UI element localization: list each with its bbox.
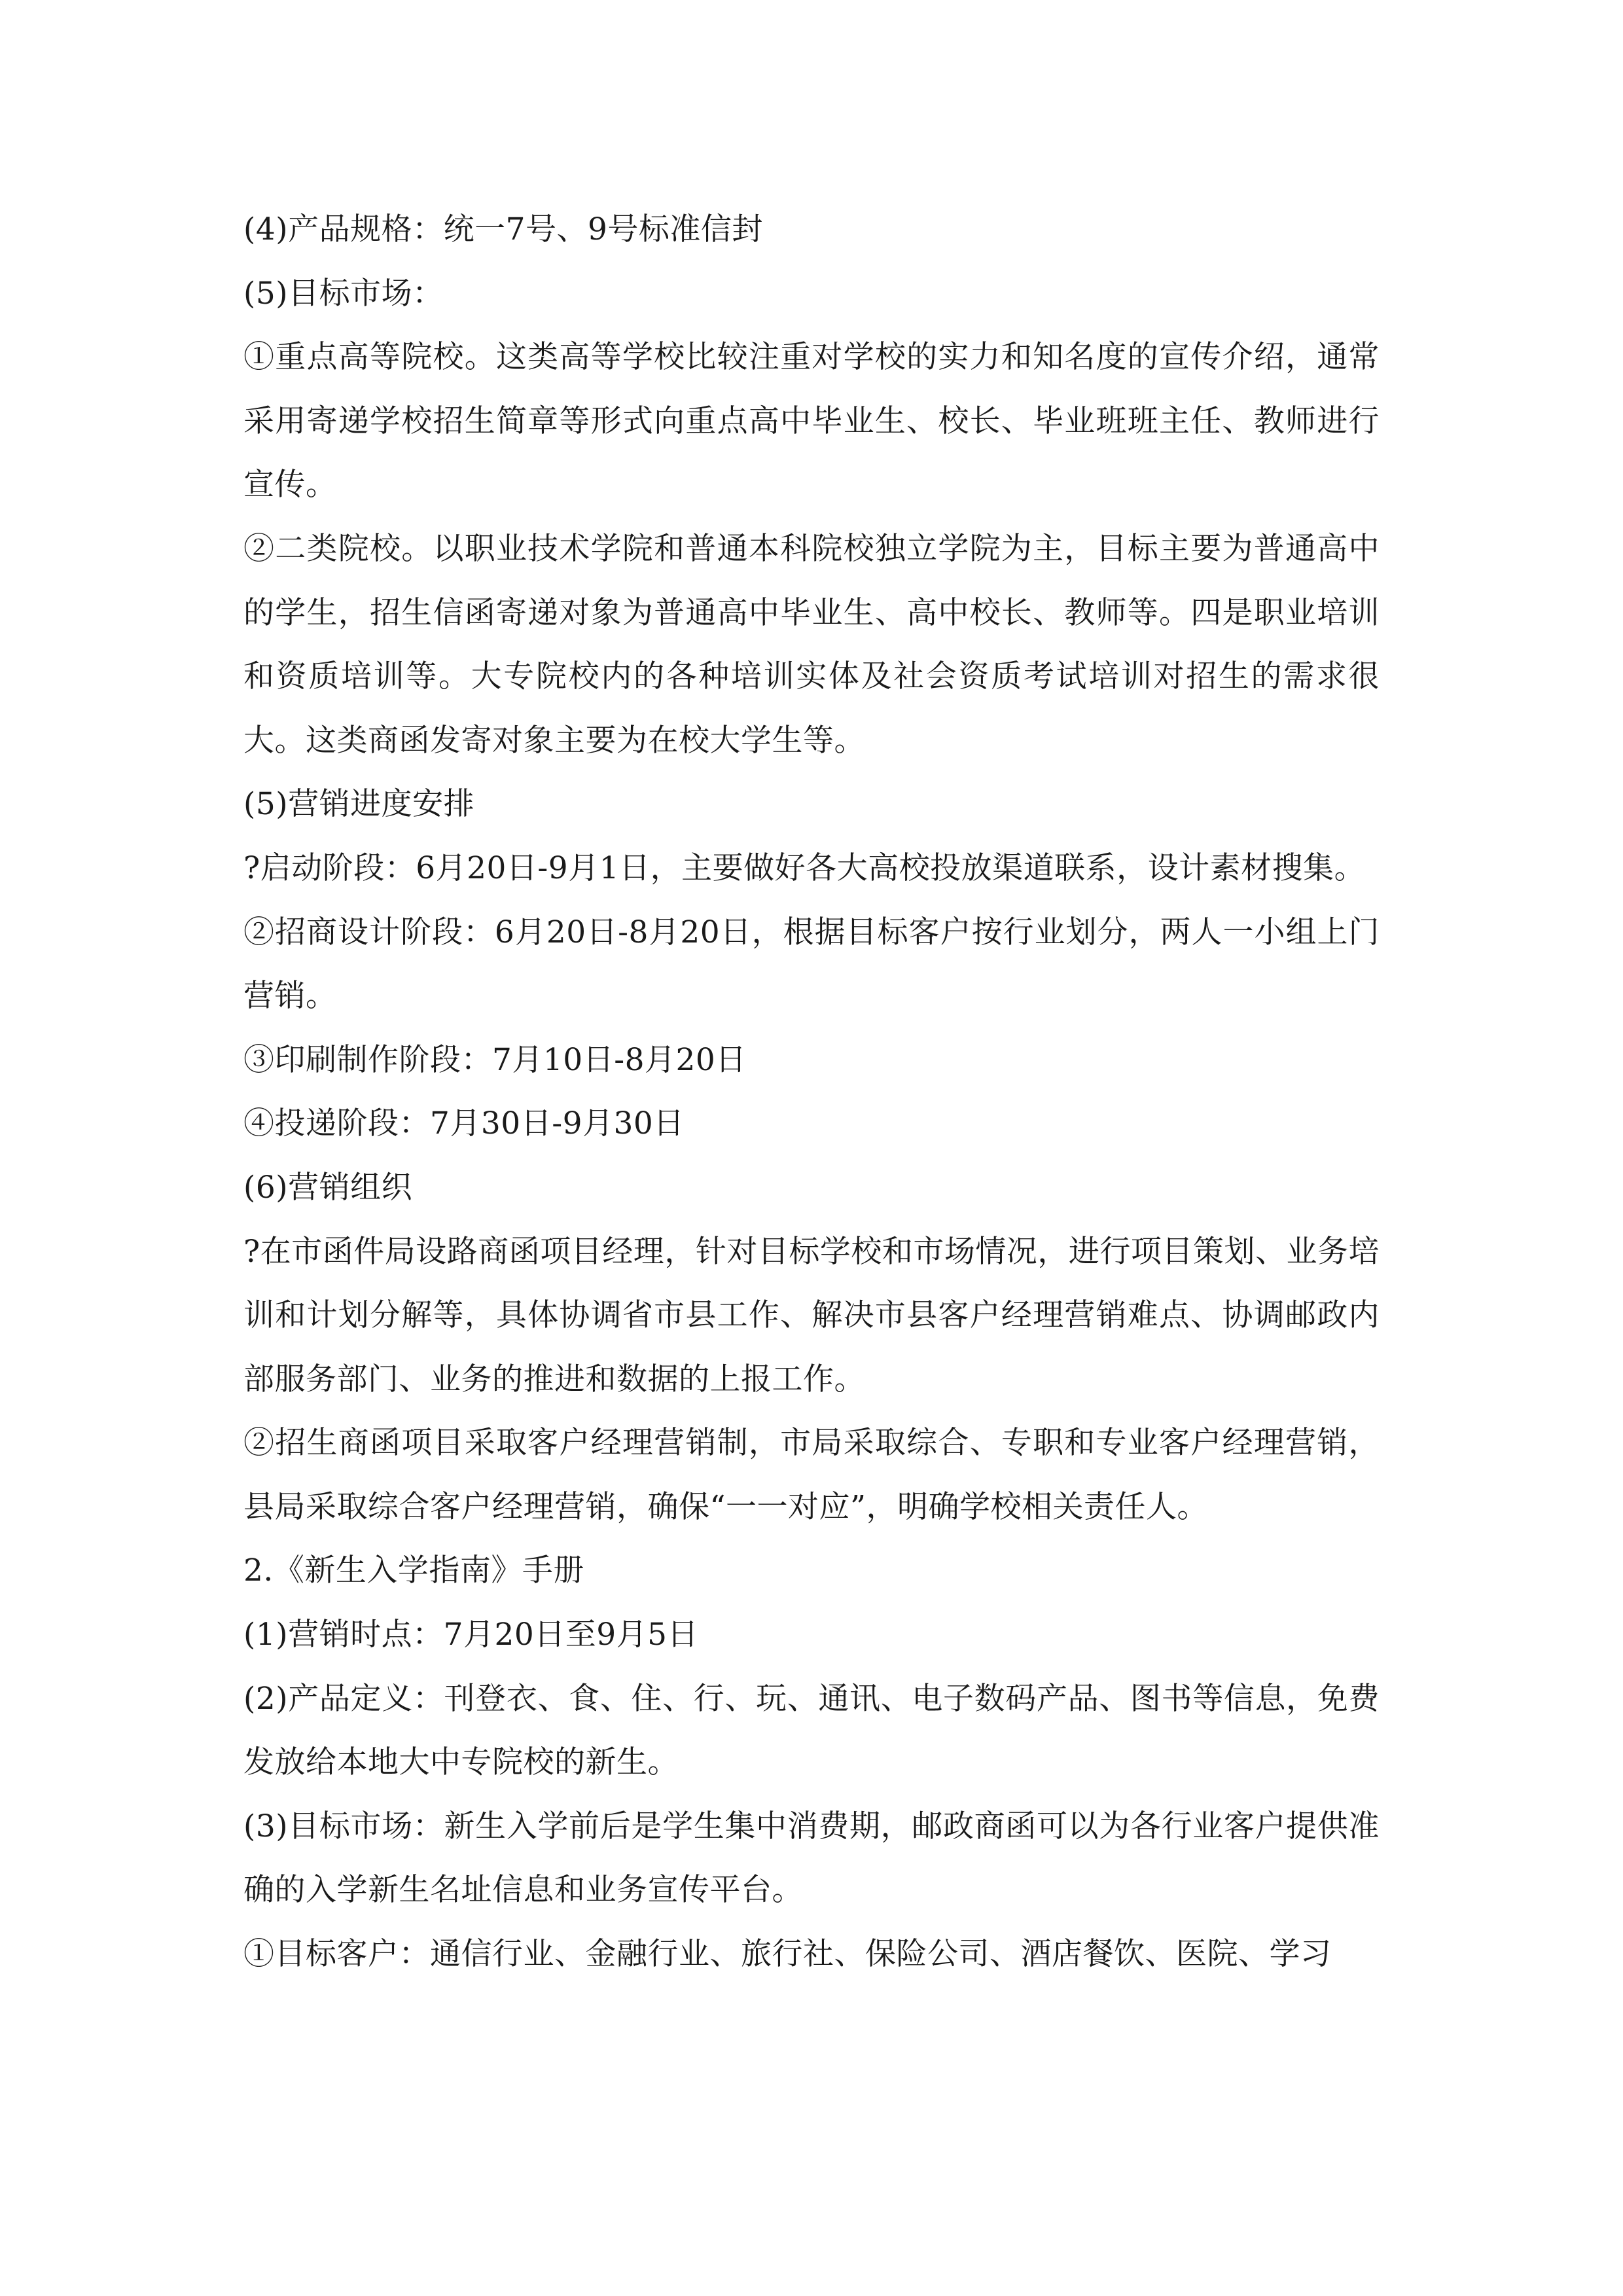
paragraph-key-universities: ①重点高等院校。这类高等学校比较注重对学校的实力和知名度的宣传介绍，通常采用寄递学校招生简章等形式向重点高中毕业生、校长、毕业班班主任、教师进行宣传。 xyxy=(243,339,1380,503)
paragraph-product-definition: (2)产品定义：刊登衣、食、住、行、玩、通讯、电子数码产品、图书等信息，免费发放给本地大中专院校的新生。 xyxy=(243,1680,1380,1781)
paragraph-target-market-freshmen: (3)目标市场：新生入学前后是学生集中消费期，邮政商函可以为各行业客户提供准确的入学新生名址信息和业务宣传平台。 xyxy=(243,1808,1380,1909)
paragraph-target-market-heading: (5)目标市场： xyxy=(243,275,444,312)
paragraph-marketing-timing: (1)营销时点：7月20日至9月5日 xyxy=(243,1617,699,1653)
paragraph-organization-heading: (6)营销组织 xyxy=(243,1169,413,1206)
paragraph-printing-phase: ③印刷制作阶段：7月10日-8月20日 xyxy=(243,1041,747,1078)
paragraph-target-customers: ①目标客户：通信行业、金融行业、旅行社、保险公司、酒店餐饮、医院、学习 xyxy=(243,1936,1332,1973)
paragraph-design-phase: ②招商设计阶段：6月20日-8月20日，根据目标客户按行业划分，两人一小组上门营销。 xyxy=(243,914,1380,1014)
paragraph-delivery-phase: ④投递阶段：7月30日-9月30日 xyxy=(243,1105,685,1142)
paragraph-product-spec: (4)产品规格：统一7号、9号标准信封 xyxy=(243,211,763,247)
paragraph-second-tier-colleges: ②二类院校。以职业技术学院和普通本科院校独立学院为主，目标主要为普通高中的学生，招生信函寄递对象为普通高中毕业生、高中校长、教师等。四是职业培训和资质培训等。大专院校内的各种培训实体及社会资质考试培训对招生的需求很大。这类商函发寄对象主要为在校大学生等。 xyxy=(243,530,1380,759)
paragraph-launch-phase: ?启动阶段：6月20日-9月1日，主要做好各大高校投放渠道联系，设计素材搜集。 xyxy=(243,850,1366,886)
paragraph-project-manager: ?在市函件局设路商函项目经理，针对目标学校和市场情况，进行项目策划、业务培训和计划分解等，具体协调省市县工作、解决市县客户经理营销难点、协调邮政内部服务部门、业务的推进和数据的上报工作。 xyxy=(243,1233,1380,1397)
paragraph-freshman-guide-heading: 2.《新生入学指南》手册 xyxy=(243,1552,584,1589)
paragraph-account-manager-system: ②招生商函项目采取客户经理营销制，市局采取综合、专职和专业客户经理营销，县局采取综合客户经理营销，确保“一一对应”，明确学校相关责任人。 xyxy=(243,1425,1380,1525)
document-body xyxy=(243,198,1380,1986)
paragraph-schedule-heading: (5)营销进度安排 xyxy=(243,786,475,823)
